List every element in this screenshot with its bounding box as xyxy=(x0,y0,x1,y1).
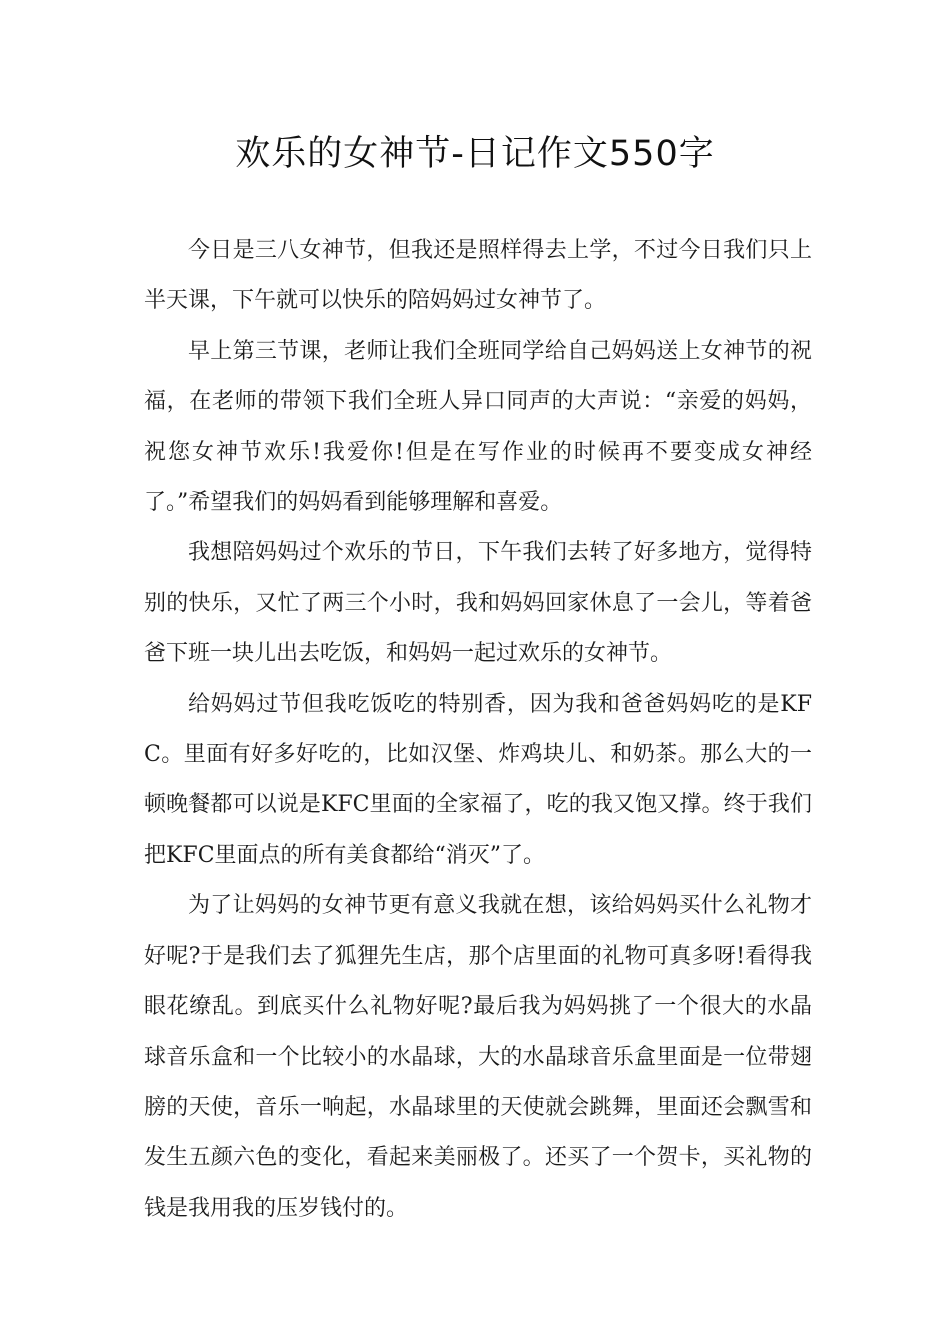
paragraph-4: 给妈妈过节但我吃饭吃的特别香，因为我和爸爸妈妈吃的是KFC。里面有好多好吃的，比如汉堡、炸鸡块儿、和奶茶。那么大的一顿晚餐都可以说是KFC里面的全家福了，吃的我又饱又撑。终于我们把KFC里面点的所有美食都给“消灭”了。 xyxy=(144,691,812,868)
paragraph-3: 我想陪妈妈过个欢乐的节日，下午我们去转了好多地方，觉得特别的快乐，又忙了两三个小时，我和妈妈回家休息了一会儿，等着爸爸下班一块儿出去吃饭，和妈妈一起过欢乐的女神节。 xyxy=(144,540,812,667)
document-title: 欢乐的女神节-日记作文550字 xyxy=(235,134,715,174)
paragraph-1: 今日是三八女神节，但我还是照样得去上学，不过今日我们只上半天课，下午就可以快乐的陪妈妈过女神节了。 xyxy=(144,238,812,314)
document-body xyxy=(144,226,812,1234)
paragraph-5: 为了让妈妈的女神节更有意义我就在想，该给妈妈买什么礼物才好呢?于是我们去了狐狸先生店，那个店里面的礼物可真多呀!看得我眼花缭乱。到底买什么礼物好呢?最后我为妈妈挑了一个很大的水晶球音乐盒和一个比较小的水晶球，大的水晶球音乐盒里面是一位带翅膀的天使，音乐一响起，水晶球里的天使就会跳舞，里面还会飘雪和发生五颜六色的变化，看起来美丽极了。还买了一个贺卡，买礼物的钱是我用我的压岁钱付的。 xyxy=(144,893,812,1221)
paragraph-2: 早上第三节课，老师让我们全班同学给自己妈妈送上女神节的祝福，在老师的带领下我们全班人异口同声的大声说：“亲爱的妈妈，祝您女神节欢乐!我爱你!但是在写作业的时候再不要变成女神经了。”希望我们的妈妈看到能够理解和喜爱。 xyxy=(144,338,812,516)
